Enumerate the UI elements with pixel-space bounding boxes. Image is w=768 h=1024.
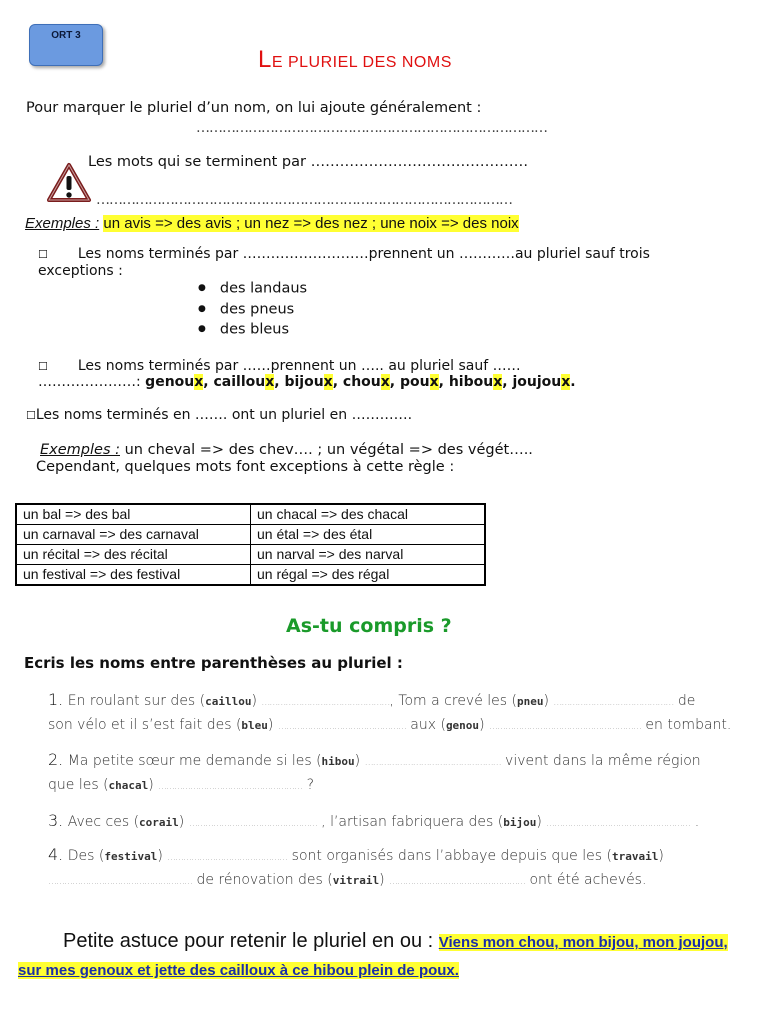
checkbox-icon: ☐ xyxy=(38,248,48,261)
rule-1-line-2: exceptions : xyxy=(38,263,123,279)
separator: . xyxy=(570,374,576,390)
separator: , xyxy=(274,374,285,390)
list-item: ● des landaus xyxy=(198,278,307,299)
x-ending-highlight: x xyxy=(493,374,503,390)
page-title: LE PLURIEL DES NOMS xyxy=(258,46,452,73)
answer-blank[interactable]: ………………………………………… xyxy=(188,819,317,829)
table-cell: un festival => des festival xyxy=(16,565,251,586)
table-row xyxy=(16,504,485,525)
answer-blank[interactable]: ………………………………………… xyxy=(277,722,406,732)
list-item: ● des pneus xyxy=(198,299,307,320)
level-badge xyxy=(29,24,103,66)
examples-line-2: Exemples : un cheval => des chev…. ; un végétal => des végét….. xyxy=(40,442,533,458)
warning-triangle-icon xyxy=(46,162,92,204)
table-cell: un bal => des bal xyxy=(16,504,251,525)
exceptions-list xyxy=(198,278,307,340)
table-row xyxy=(16,545,485,565)
answer-blank[interactable]: ……………………………………… xyxy=(167,853,288,863)
answer-blank[interactable]: …………………………………………… xyxy=(389,877,526,887)
tip-highlight: Viens mon chou, mon bijou, mon joujou, sur mes genoux et jette des cailloux à ce hibou plein de poux. xyxy=(18,934,728,979)
x-exception-word: hibou xyxy=(448,374,494,390)
rule-3: ☐Les noms terminés en ……. ont un pluriel en …………. xyxy=(26,407,413,423)
x-exception-word: bijou xyxy=(284,374,324,390)
exercise-2-line-2: que les (chacal) ……………………………………………… ? xyxy=(48,777,315,793)
rule-2-line-2: …………………: genoux, cailloux, bijoux, choux, poux, hiboux, joujoux. xyxy=(38,374,576,390)
warning-line-2: …………………………………………………………………………………… xyxy=(96,192,512,208)
intro-text: Pour marquer le pluriel d’un nom, on lui ajoute généralement : xyxy=(26,100,482,116)
table-cell: un chacal => des chacal xyxy=(251,504,486,525)
x-exception-word: joujou xyxy=(512,374,562,390)
exercise-1-line-2: son vélo et il s’est fait des (bleu) ………………………………………… aux (genou) ………………………………………………… en tombant. xyxy=(48,717,732,733)
answer-blank[interactable]: …………………………………………… xyxy=(364,758,501,768)
x-exception-word: genou xyxy=(145,374,195,390)
tip-box: Petite astuce pour retenir le pluriel en ou : Viens mon chou, mon bijou, mon joujou, sur mes genoux et jette des cailloux à ce hibou plein de poux. xyxy=(18,930,728,979)
list-item: ● des bleus xyxy=(198,319,307,340)
rule-1-line-1: ☐ Les noms terminés par ………………………prennent un …………au pluriel sauf trois xyxy=(38,246,650,262)
x-ending-highlight: x xyxy=(323,374,333,390)
answer-blank[interactable]: ………………………………………… xyxy=(261,698,390,708)
x-ending-highlight: x xyxy=(194,374,204,390)
exercise-4-line-1: 4. Des (festival) ……………………………………… sont organisés dans l’abbaye depuis que les (travail) xyxy=(48,845,664,864)
table-cell: un carnaval => des carnaval xyxy=(16,525,251,545)
separator: , xyxy=(438,374,449,390)
exercise-4-line-2: ……………………………………………… de rénovation des (vitrail) …………………………………………… ont été achevés. xyxy=(48,872,647,888)
answer-blank[interactable]: ……………………………………………… xyxy=(48,877,192,887)
separator: , xyxy=(389,374,400,390)
table-cell: un régal => des régal xyxy=(251,565,486,586)
section-title: As-tu compris ? xyxy=(286,615,452,637)
rule-2-line-1: ☐ Les noms terminés par ……prennent un ….. au pluriel sauf …… xyxy=(38,358,521,374)
table-cell: un étal => des étal xyxy=(251,525,486,545)
exercise-2-line-1: 2. Ma petite sœur me demande si les (hibou) …………………………………………… vivent dans la même région xyxy=(48,750,701,769)
intro-blank: ……………………………………………………………………… xyxy=(196,120,547,136)
table-row xyxy=(16,525,485,545)
warning-line-1: Les mots qui se terminent par ……………………………………… xyxy=(88,154,529,170)
exercise-instruction: Ecris les noms entre parenthèses au pluriel : xyxy=(24,654,403,672)
x-exception-word: pou xyxy=(400,374,430,390)
exceptions-table xyxy=(15,503,486,586)
table-cell: un récital => des récital xyxy=(16,545,251,565)
examples-line-1: Exemples : un avis => des avis ; un nez => des nez ; une noix => des noix xyxy=(25,215,519,232)
exercise-3-line-1: 3. Avec ces (corail) ………………………………………… , l’artisan fabriquera des (bijou) ……………………………………………… . xyxy=(48,811,700,830)
x-ending-highlight: x xyxy=(265,374,275,390)
answer-blank[interactable]: ……………………………………… xyxy=(553,698,674,708)
separator: , xyxy=(203,374,214,390)
level-badge-label: ORT 3 xyxy=(51,30,81,41)
cependant-text: Cependant, quelques mots font exceptions à cette règle : xyxy=(36,459,455,475)
x-exception-word: caillou xyxy=(213,374,266,390)
x-exceptions xyxy=(145,374,575,390)
x-exception-word: chou xyxy=(342,374,381,390)
x-ending-highlight: x xyxy=(561,374,571,390)
answer-blank[interactable]: ……………………………………………… xyxy=(546,819,691,829)
checkbox-icon: ☐ xyxy=(38,360,48,373)
answer-blank[interactable]: ……………………………………………… xyxy=(158,782,303,792)
separator: , xyxy=(332,374,343,390)
checkbox-icon: ☐ xyxy=(26,409,36,422)
table-row xyxy=(16,565,485,586)
x-ending-highlight: x xyxy=(429,374,439,390)
exercise-1-line-1: 1. En roulant sur des (caillou) …………………………………………, Tom a crevé les (pneu) ……………………………………… de xyxy=(48,690,696,709)
table-cell: un narval => des narval xyxy=(251,545,486,565)
separator: , xyxy=(502,374,513,390)
x-ending-highlight: x xyxy=(380,374,390,390)
answer-blank[interactable]: ………………………………………………… xyxy=(488,722,641,732)
